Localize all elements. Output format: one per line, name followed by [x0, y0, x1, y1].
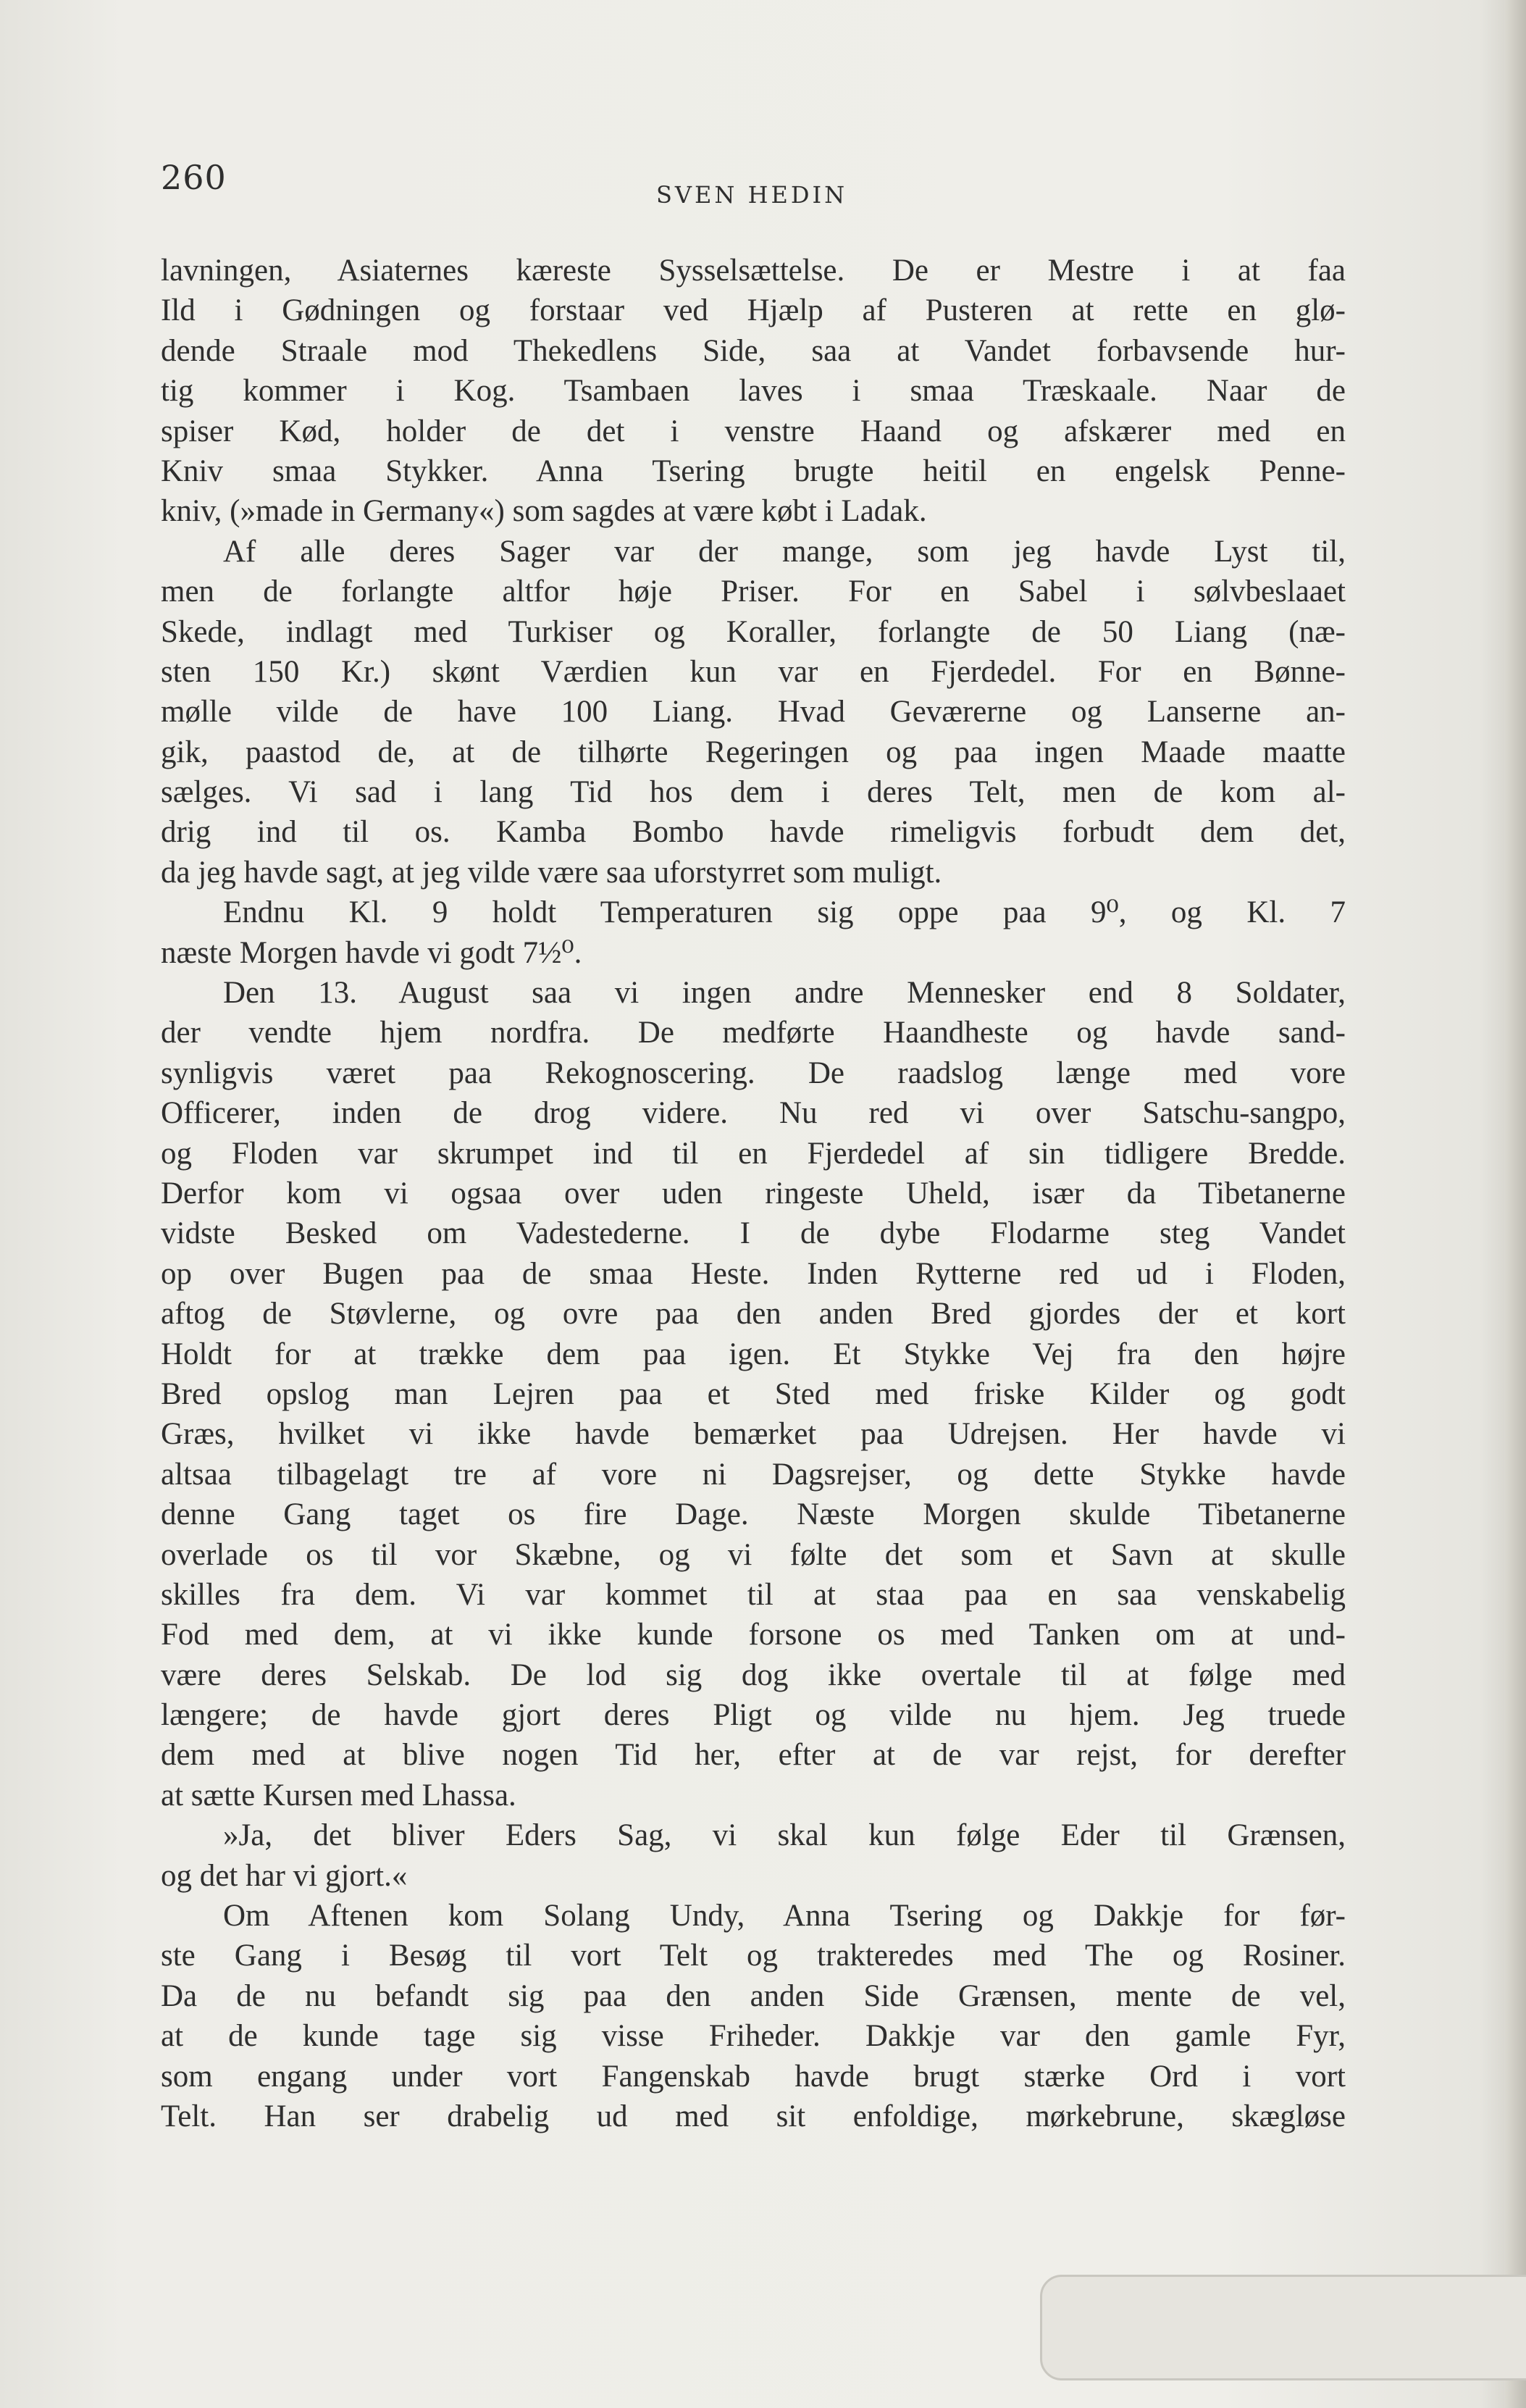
text-line: op over Bugen paa de smaa Heste. Inden Rytterne red ud i Floden,: [161, 1256, 1346, 1291]
text-line: Telt. Han ser drabelig ud med sit enfoldige, mørkebrune, skægløse: [161, 2099, 1346, 2133]
text-line: at sætte Kursen med Lhassa.: [161, 1778, 516, 1813]
text-line: vidste Besked om Vadestederne. I de dybe Flodarme steg Vandet: [161, 1216, 1346, 1251]
text-line: mølle vilde de have 100 Liang. Hvad Geværerne og Lanserne an-: [161, 695, 1346, 729]
text-line: lavningen, Asiaternes kæreste Sysselsættelse. De er Mestre i at faa: [161, 254, 1346, 288]
text-line: Officerer, inden de drog videre. Nu red vi over Satschu-sangpo,: [161, 1096, 1346, 1131]
text-line: overlade os til vor Skæbne, og vi følte det som et Savn at skulle: [161, 1537, 1346, 1572]
text-line: tig kommer i Kog. Tsambaen laves i smaa Træskaale. Naar de: [161, 374, 1346, 409]
text-line: og Floden var skrumpet ind til en Fjerdedel af sin tidligere Bredde.: [161, 1136, 1346, 1171]
text-line: denne Gang taget os fire Dage. Næste Morgen skulde Tibetanerne: [161, 1497, 1346, 1532]
text-line: drig ind til os. Kamba Bombo havde rimeligvis forbudt dem det,: [161, 815, 1346, 850]
text-line: længere; de havde gjort deres Pligt og vilde nu hjem. Jeg truede: [161, 1698, 1346, 1733]
text-line: kniv, (»made in Germany«) som sagdes at være købt i Ladak.: [161, 494, 927, 529]
page-number: 260: [161, 158, 227, 197]
text-line: gik, paastod de, at de tilhørte Regeringen og paa ingen Maade maatte: [161, 735, 1346, 769]
text-line: at de kunde tage sig visse Friheder. Dakkje var den gamle Fyr,: [161, 2019, 1346, 2054]
text-line: Den 13. August saa vi ingen andre Mennesker end 8 Soldater,: [223, 976, 1346, 1011]
text-line: dende Straale mod Thekedlens Side, saa at Vandet forbavsende hur-: [161, 333, 1346, 368]
text-line: næste Morgen havde vi godt 7½⁰.: [161, 935, 582, 970]
page-edge: [1504, 0, 1526, 2408]
text-line: Af alle deres Sager var der mange, som jeg havde Lyst til,: [223, 534, 1346, 569]
text-line: spiser Kød, holder de det i venstre Haand og afskærer med en: [161, 414, 1346, 448]
text-line: skilles fra dem. Vi var kommet til at staa paa en saa venskabelig: [161, 1577, 1346, 1612]
text-line: Græs, hvilket vi ikke havde bemærket paa Udrejsen. Her havde vi: [161, 1417, 1346, 1452]
text-line: dem med at blive nogen Tid her, efter at de var rejst, for derefter: [161, 1738, 1346, 1773]
text-line: Derfor kom vi ogsaa over uden ringeste Uheld, især da Tibetanerne: [161, 1176, 1346, 1211]
text-line: der vendte hjem nordfra. De medførte Haandheste og havde sand-: [161, 1016, 1346, 1050]
text-line: Holdt for at trække dem paa igen. Et Stykke Vej fra den højre: [161, 1337, 1346, 1371]
text-line: altsaa tilbagelagt tre af vore ni Dagsrejser, og dette Stykke havde: [161, 1457, 1346, 1492]
running-title: SVEN HEDIN: [656, 181, 848, 209]
text-line: sten 150 Kr.) skønt Værdien kun var en Fjerdedel. For en Bønne-: [161, 654, 1346, 689]
text-line: Om Aftenen kom Solang Undy, Anna Tsering og Dakkje for før-: [223, 1899, 1346, 1933]
text-line: »Ja, det bliver Eders Sag, vi skal kun følge Eder til Grænsen,: [223, 1818, 1346, 1853]
text-line: Fod med dem, at vi ikke kunde forsone os med Tanken om at und-: [161, 1618, 1346, 1652]
text-line: Ild i Gødningen og forstaar ved Hjælp af Pusteren at rette en glø-: [161, 293, 1346, 328]
text-line: ste Gang i Besøg til vort Telt og trakteredes med The og Rosiner.: [161, 1939, 1346, 1973]
text-line: være deres Selskab. De lod sig dog ikke overtale til at følge med: [161, 1657, 1346, 1692]
text-line: aftog de Støvlerne, og ovre paa den anden Bred gjordes der et kort: [161, 1297, 1346, 1331]
text-line: Skede, indlagt med Turkiser og Koraller, forlangte de 50 Liang (næ-: [161, 614, 1346, 649]
page-tab-marker: [1040, 2275, 1526, 2380]
text-line: Endnu Kl. 9 holdt Temperaturen sig oppe paa 9⁰, og Kl. 7: [223, 895, 1346, 930]
text-line: Kniv smaa Stykker. Anna Tsering brugte heitil en engelsk Penne-: [161, 453, 1346, 488]
text-line: og det har vi gjort.«: [161, 1858, 408, 1893]
body-text: [161, 251, 1346, 2136]
text-line: men de forlangte altfor høje Priser. For en Sabel i sølvbeslaaet: [161, 574, 1346, 609]
text-line: Bred opslog man Lejren paa et Sted med friske Kilder og godt: [161, 1376, 1346, 1411]
text-line: Da de nu befandt sig paa den anden Side Grænsen, mente de vel,: [161, 1978, 1346, 2013]
text-line: synligvis været paa Rekognoscering. De raadslog længe med vore: [161, 1055, 1346, 1090]
text-line: som engang under vort Fangenskab havde brugt stærke Ord i vort: [161, 2059, 1346, 2094]
text-line: sælges. Vi sad i lang Tid hos dem i deres Telt, men de kom al-: [161, 775, 1346, 810]
text-line: da jeg havde sagt, at jeg vilde være saa uforstyrret som muligt.: [161, 855, 942, 890]
